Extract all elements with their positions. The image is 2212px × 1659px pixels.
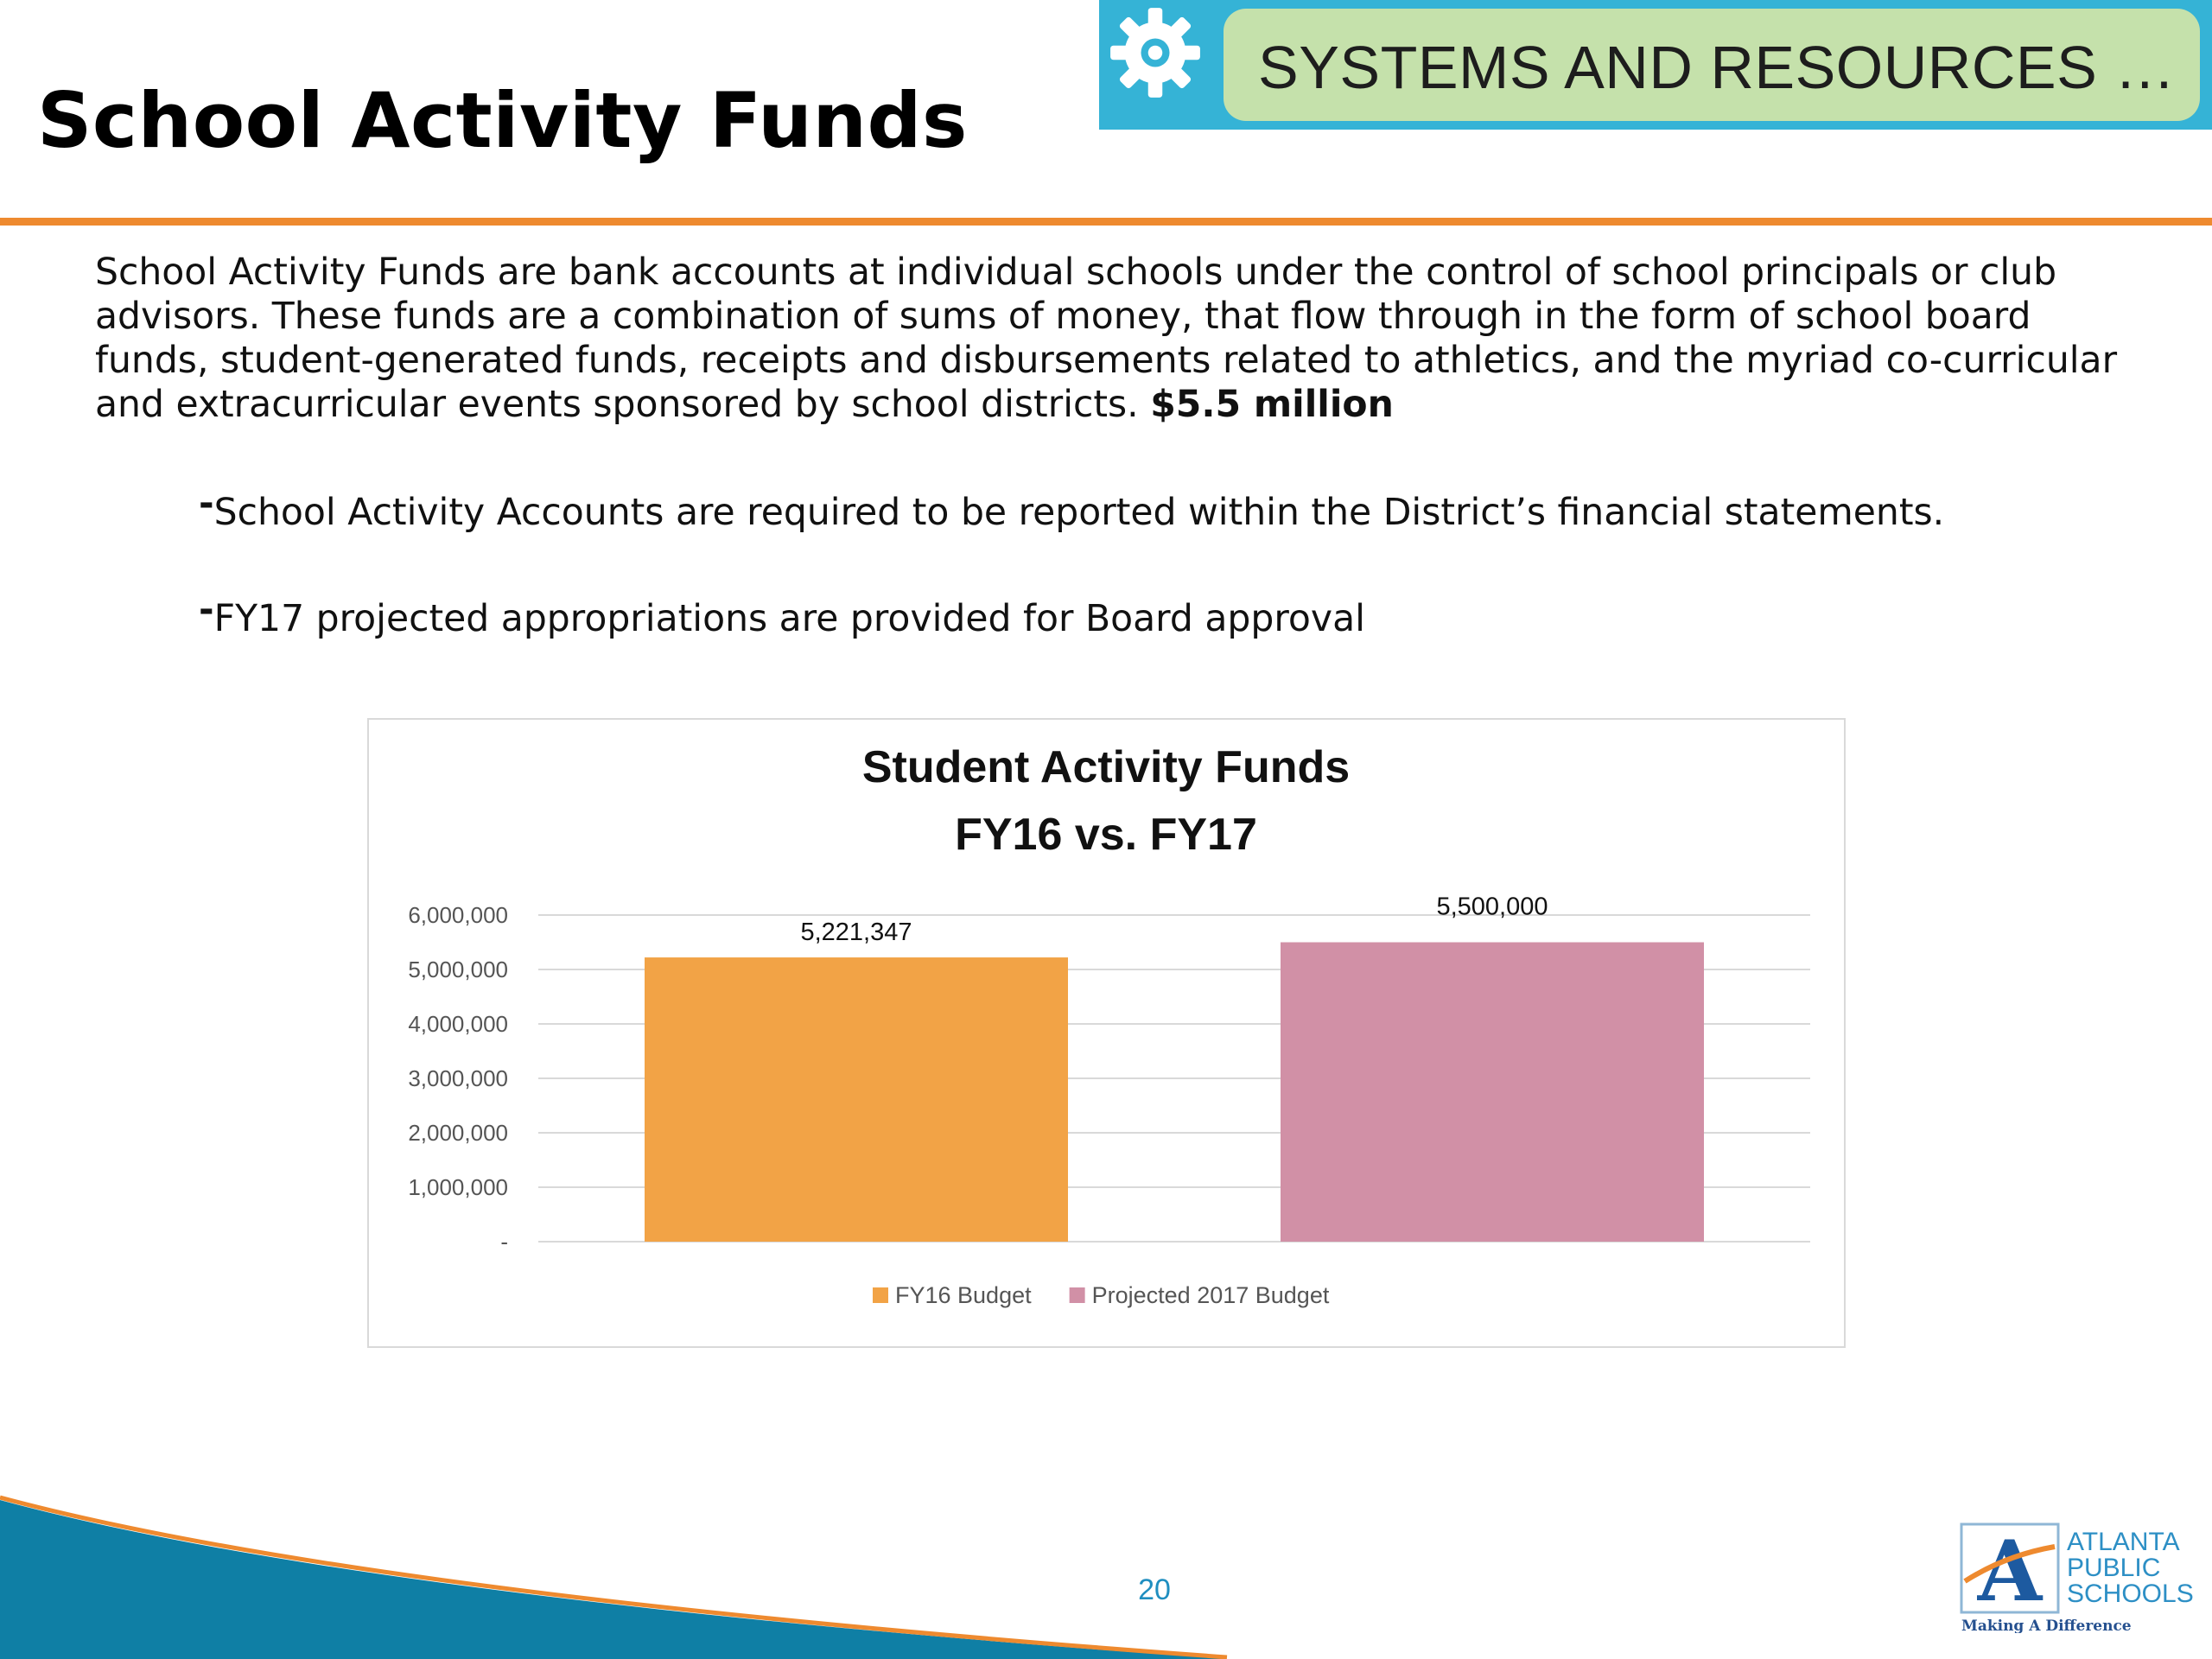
chart-container: [367, 718, 1846, 1348]
y-tick-label: -: [500, 1229, 508, 1255]
legend-swatch: [873, 1287, 888, 1303]
y-tick-label: 4,000,000: [408, 1011, 508, 1037]
svg-text:A: A: [1977, 1522, 2043, 1620]
title-rule: [0, 218, 2212, 226]
svg-text:ATLANTA: ATLANTA: [2067, 1528, 2180, 1556]
svg-text:PUBLIC: PUBLIC: [2067, 1554, 2161, 1582]
y-tick-label: 3,000,000: [408, 1065, 508, 1091]
intro-text: School Activity Funds are bank accounts at individual schools under the control of school principals or club advisors. These funds are a combination of sums of money, that flow through in the form of school board funds, student-generated funds, receipts and disbursements related to athletics, and the myriad co-curricular and extracurricular events sponsored by school districts.: [95, 251, 2118, 426]
y-tick-label: 6,000,000: [408, 902, 508, 928]
y-tick-label: 2,000,000: [408, 1120, 508, 1146]
bar-1: [645, 957, 1068, 1242]
legend-swatch: [1070, 1287, 1085, 1303]
legend-label: FY16 Budget: [895, 1282, 1032, 1308]
bar-chart: [369, 720, 1844, 1346]
slide-title: School Activity Funds: [37, 76, 968, 165]
bullet-dash: -: [199, 589, 214, 632]
chart-title-line: FY16 vs. FY17: [955, 810, 1257, 860]
intro-emphasis: $5.5 million: [1150, 384, 1394, 426]
intro-paragraph: [95, 251, 2134, 427]
data-label: 5,500,000: [1436, 893, 1548, 921]
legend-label: Projected 2017 Budget: [1091, 1282, 1330, 1308]
banner-text: SYSTEMS AND RESOURCES …: [1258, 34, 2176, 101]
chart-title-line: Student Activity Funds: [861, 742, 1351, 792]
bullet-text: School Activity Accounts are required to be reported within the District’s financial statements.: [213, 492, 1945, 534]
y-tick-label: 5,000,000: [408, 957, 508, 982]
y-tick-label: 1,000,000: [408, 1174, 508, 1200]
gear-icon: [1104, 2, 1206, 104]
footer-wave: [0, 1495, 2212, 1659]
svg-text:SCHOOLS: SCHOOLS: [2067, 1580, 2194, 1608]
svg-text:Making A Difference: Making A Difference: [1961, 1618, 2132, 1633]
bar-2: [1281, 943, 1704, 1243]
data-label: 5,221,347: [800, 918, 912, 947]
bullet-dash: -: [199, 483, 214, 525]
bullet-item: [199, 589, 1365, 641]
atlanta-public-schools-logo: [1958, 1521, 2209, 1633]
page-number: 20: [1138, 1573, 1171, 1606]
bullet-text: FY17 projected appropriations are provided for Board approval: [213, 598, 1365, 640]
bullet-item: [199, 483, 1945, 535]
